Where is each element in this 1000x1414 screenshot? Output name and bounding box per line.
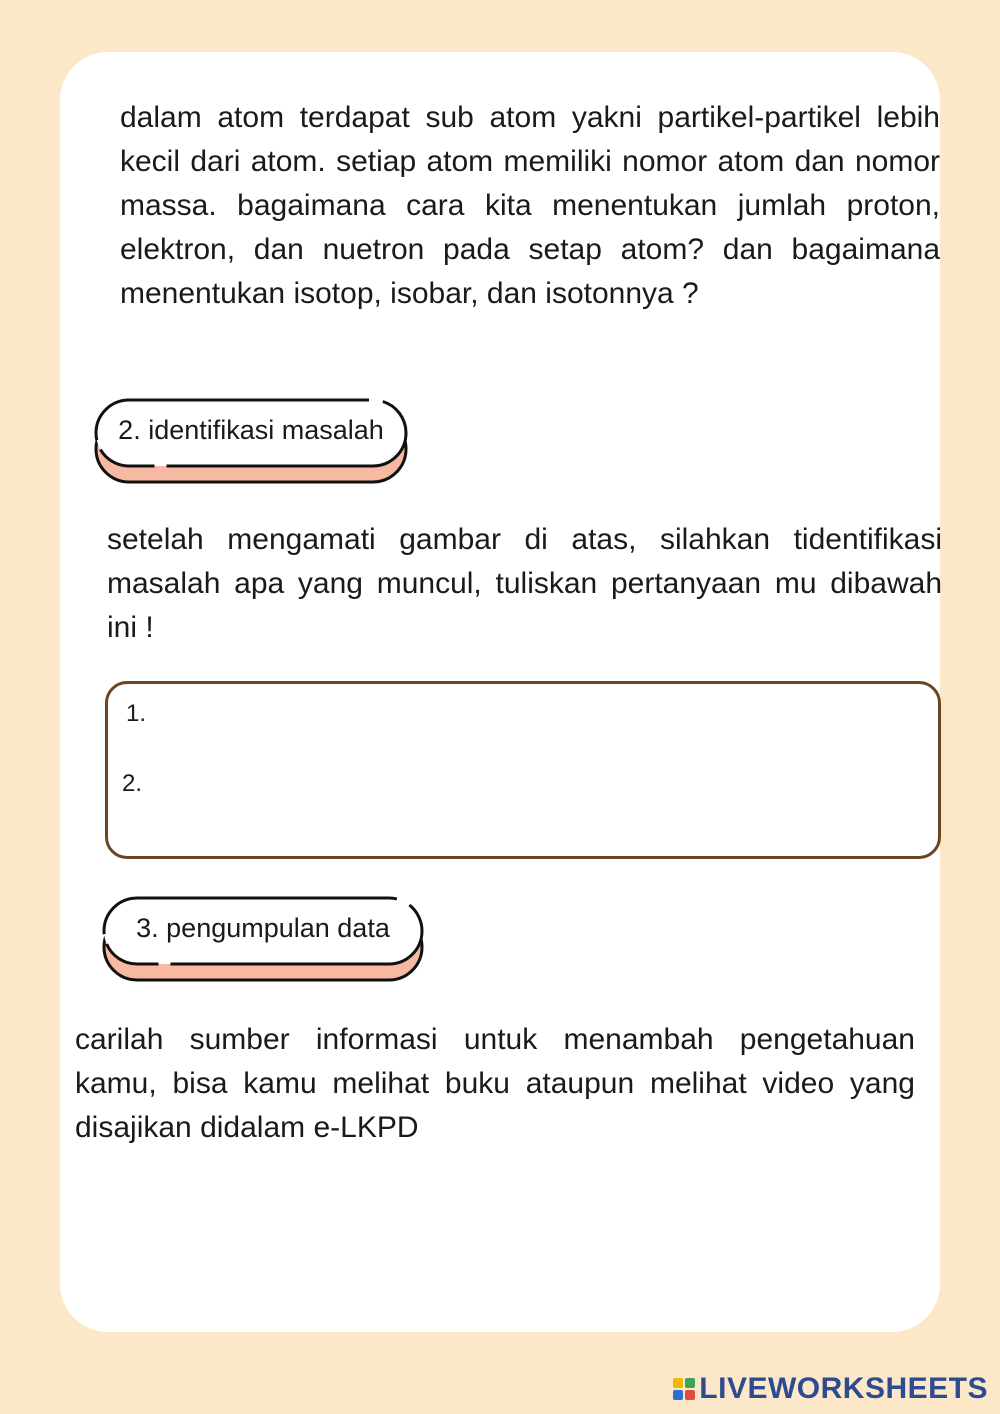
- section-3-heading: [102, 896, 424, 984]
- answer-line-2: 2.: [122, 770, 143, 797]
- brand-name: LIVEWORKSHEETS: [699, 1372, 988, 1405]
- identification-instruction: setelah mengamati gambar di atas, silahkan tidentifikasi masalah apa yang muncul, tuliskan pertanyaan mu dibawah ini !: [107, 523, 942, 644]
- section-3-label: 3. pengumpulan data: [136, 913, 390, 943]
- answer-line-1: 1.: [126, 700, 147, 727]
- section-2-label: 2. identifikasi masalah: [118, 415, 384, 445]
- intro-paragraph: dalam atom terdapat sub atom yakni partikel-partikel lebih kecil dari atom. setiap atom memiliki nomor atom dan nomor massa. bagaimana cara kita menentukan jumlah proton, elektron, dan nuetron pada setap atom? dan bagaimana menentukan isotop, isobar, dan isotonnya ?: [120, 101, 940, 310]
- liveworksheets-brand: [673, 1372, 988, 1406]
- answer-box[interactable]: [105, 681, 941, 859]
- liveworksheets-logo-icon: [673, 1378, 695, 1400]
- section-2-heading: [94, 398, 408, 486]
- data-collection-instruction: carilah sumber informasi untuk menambah pengetahuan kamu, bisa kamu melihat buku ataupun melihat video yang disajikan didalam e-LKPD: [75, 1023, 915, 1144]
